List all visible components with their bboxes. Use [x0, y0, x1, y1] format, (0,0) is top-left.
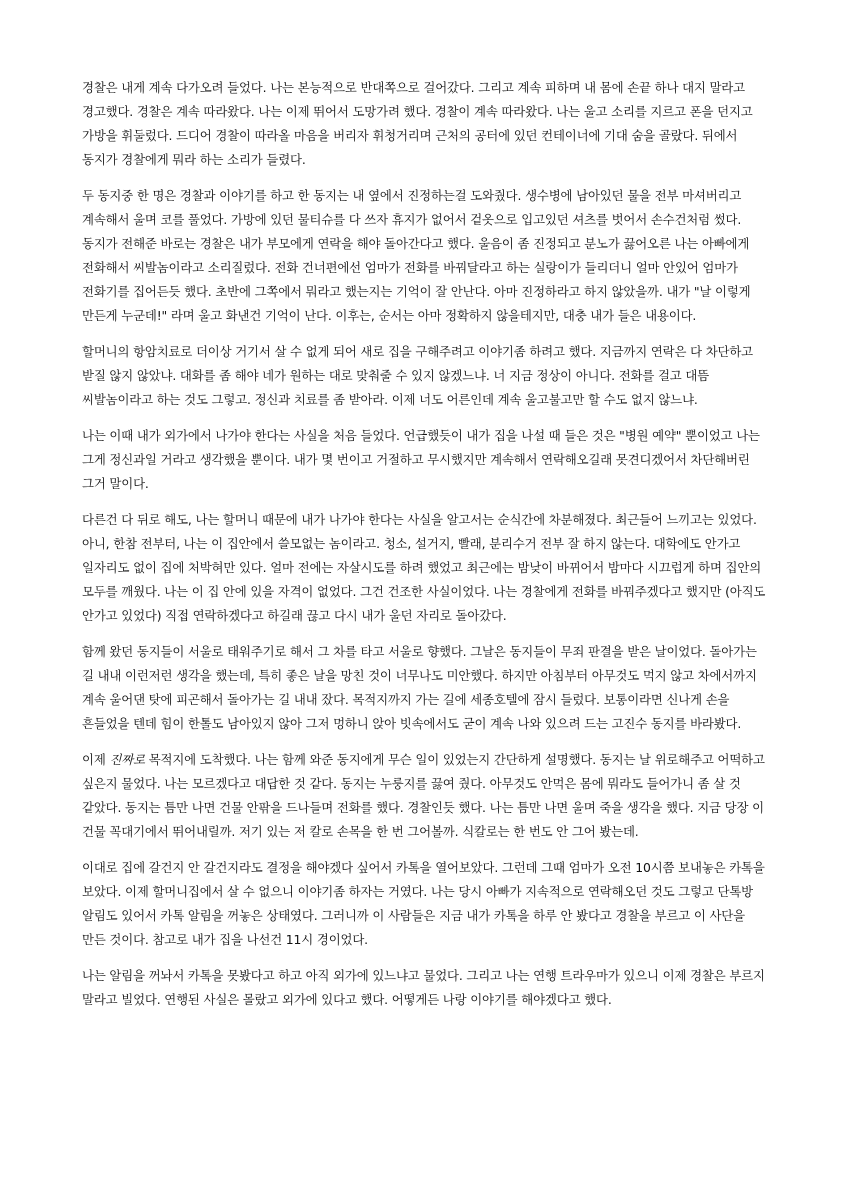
paragraph-2: 두 동지중 한 명은 경찰과 이야기를 하고 한 동지는 내 옆에서 진정하는걸 도와줬다. 생수병에 남아있던 물을 전부 마셔버리고 계속해서 울며 코를 풀었다. 가방에 있던 물티슈를 다 쓰자 휴지가 없어서 겉옷으로 입고있던 셔츠를 벗어서 손수건처럼 썼다. 동지가 전해준 바로는 경찰은 내가 부모에게 연락을 해야 돌아간다고 했다. 울음이 좀 진정되고 분노가 끓어오른 나는 아빠에게 전화해서 씨발놈이라고 소리질렀다. 전화 건너편에선 엄마가 전화를 바꿔달라고 하는 실랑이가 들리더니 얼마 안있어 엄마가 전화기를 집어든듯 했다. 초반에 그쪽에서 뭐라고 했는지는 기억이 잘 안난다. 아마 진정하라고 하지 않았을까. 내가 "날 이렇게 만든게 누군데!" 라며 울고 화낸건 기억이 난다. 이후는, 순서는 아마 정확하지 않을테지만, 대충 내가 들은 내용이다.: [82, 188, 751, 323]
paragraph-9: 나는 알림을 꺼놔서 카톡을 못봤다고 하고 아직 외가에 있느냐고 물었다. 그리고 나는 연행 트라우마가 있으니 이제 경찰은 부르지 말라고 빌었다. 연행된 사실은 몰랐고 외가에 있다고 했다. 어떻게든 나랑 이야기를 해야겠다고 했다.: [82, 968, 765, 1007]
document-body: [82, 76, 772, 1012]
paragraph-7: [82, 748, 772, 844]
paragraph-6: 함께 왔던 동지들이 서울로 태워주기로 해서 그 차를 타고 서울로 향했다. 그날은 동지들이 무죄 판결을 받은 날이었다. 돌아가는 길 내내 이런저런 생각을 했는데, 특히 좋은 날을 망친 것이 너무나도 미안했다. 하지만 아침부터 아무것도 먹지 않고 차에서까지 계속 울어댄 탓에 피곤해서 돌아가는 길 내내 잤다. 목적지까지 가는 길에 세종호텔에 잠시 들렀다. 보통이라면 신나게 손을 흔들었을 텐데 힘이 한톨도 남아있지 않아 그저 멍하니 앉아 빗속에서도 굳이 계속 나와 있으려 드는 고진수 동지를 바라봤다.: [82, 644, 757, 731]
paragraph-1: 경찰은 내게 계속 다가오려 들었다. 나는 본능적으로 반대쪽으로 걸어갔다. 그리고 계속 피하며 내 몸에 손끝 하나 대지 말라고 경고했다. 경찰은 계속 따라왔다. 나는 이제 뛰어서 도망가려 했다. 경찰이 계속 따라왔다. 나는 울고 소리를 지르고 폰을 던지고 가방을 휘둘렀다. 드디어 경찰이 따라올 마음을 버리자 휘청거리며 근처의 공터에 있던 컨테이너에 기대 숨을 골랐다. 뒤에서 동지가 경찰에게 뭐라 하는 소리가 들렸다.: [82, 80, 753, 167]
paragraph-7-rest: 목적지에 도착했다. 나는 함께 와준 동지에게 무슨 일이 있었는지 간단하게 설명했다. 동지는 날 위로해주고 어떡하고 싶은지 물었다. 나는 모르겠다고 대답한 것 같다. 동지는 누룽지를 끓여 줬다. 아무것도 안먹은 몸에 뭐라도 들어가니 좀 살 것 같았다. 동지는 틈만 나면 건물 안팎을 드나들며 전화를 했다. 경찰인듯 했다. 나는 틈만 나면 울며 죽을 생각을 했다. 지금 당장 이 건물 꼭대기에서 뛰어내릴까. 저기 있는 저 칼로 손목을 한 번 그어볼까. 식칼로는 한 번도 안 그어 봤는데.: [82, 752, 765, 839]
paragraph-3: 할머니의 항암치료로 더이상 거기서 살 수 없게 되어 새로 집을 구해주려고 이야기좀 하려고 했다. 지금까지 연락은 다 차단하고 받질 않지 않았냐. 대화를 좀 해야 네가 원하는 대로 맞춰줄 수 있지 않겠느냐. 너 지금 정상이 아니다. 전화를 걸고 대뜸 씨발놈이라고 하는 것도 그렇고. 정신과 치료를 좀 받아라. 이제 너도 어른인데 계속 울고불고만 할 수도 없지 않느냐.: [82, 344, 753, 407]
paragraph-5: 다른건 다 뒤로 해도, 나는 할머니 때문에 내가 나가야 한다는 사실을 알고서는 순식간에 차분해졌다. 최근들어 느끼고는 있었다. 아니, 한참 전부터, 나는 이 집안에서 쓸모없는 놈이라고. 청소, 설거지, 빨래, 분리수거 전부 잘 하지 않는다. 대학에도 안가고 일자리도 없이 집에 처박혀만 있다. 얼마 전에는 자살시도를 하려 했었고 최근에는 밤낮이 바뀌어서 밤마다 시끄럽게 하며 집안의 모두를 깨웠다. 나는 이 집 안에 있을 자격이 없었다. 그건 건조한 사실이었다. 나는 경찰에게 전화를 바꿔주겠다고 했지만 (아직도 안가고 있었다) 직접 연락하겠다고 하길래 끊고 다시 내가 울던 자리로 돌아갔다.: [82, 512, 766, 623]
emphasis-text: 진짜로: [109, 752, 145, 767]
paragraph-8: 이대로 집에 갈건지 안 갈건지라도 결정을 해야겠다 싶어서 카톡을 열어보았다. 그런데 그때 엄마가 오전 10시쯤 보내놓은 카톡을 보았다. 이제 할머니집에서 살 수 없으니 이야기좀 하자는 거였다. 나는 당시 아빠가 지속적으로 연락해오던 것도 그렇고 단톡방 알림도 있어서 카톡 알림을 꺼놓은 상태였다. 그러니까 이 사람들은 지금 내가 카톡을 하루 안 봤다고 경찰을 부르고 이 사단을 만든 것이다. 참고로 내가 집을 나선건 11시 경이었다.: [82, 860, 765, 947]
paragraph-7-lead: 이제: [82, 752, 110, 767]
paragraph-4: 나는 이때 내가 외가에서 나가야 한다는 사실을 처음 들었다. 언급했듯이 내가 집을 나설 때 들은 것은 "병원 예약" 뿐이었고 나는 그게 정신과일 거라고 생각했을 뿐이다. 내가 몇 번이고 거절하고 무시했지만 계속해서 연락해오길래 못견디겠어서 차단해버린 그거 말이다.: [82, 428, 760, 491]
